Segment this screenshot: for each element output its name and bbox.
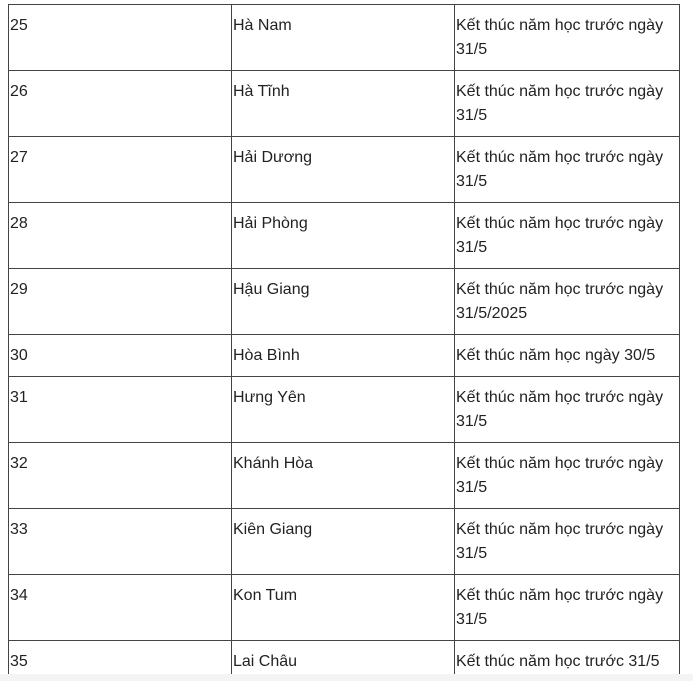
table-row [9, 203, 680, 269]
row-number-cell: 28 [9, 203, 232, 269]
province-cell: Hậu Giang [232, 269, 455, 335]
row-number-cell: 27 [9, 137, 232, 203]
table-row [9, 269, 680, 335]
province-cell: Kon Tum [232, 575, 455, 641]
table-row [9, 377, 680, 443]
province-cell: Hải Phòng [232, 203, 455, 269]
row-number-cell: 29 [9, 269, 232, 335]
table-row [9, 509, 680, 575]
row-number-cell: 32 [9, 443, 232, 509]
end-date-cell: Kết thúc năm học trước ngày 31/5/2025 [455, 269, 680, 335]
table-row [9, 443, 680, 509]
row-number-cell: 30 [9, 335, 232, 377]
end-date-cell: Kết thúc năm học trước ngày 31/5 [455, 137, 680, 203]
row-number-cell: 25 [9, 5, 232, 71]
end-date-cell: Kết thúc năm học trước ngày 31/5 [455, 71, 680, 137]
row-number-cell: 26 [9, 71, 232, 137]
end-date-cell: Kết thúc năm học trước ngày 31/5 [455, 509, 680, 575]
province-cell: Hưng Yên [232, 377, 455, 443]
row-number-cell: 34 [9, 575, 232, 641]
province-cell: Lai Châu [232, 641, 455, 681]
province-cell: Hải Dương [232, 137, 455, 203]
table-row [9, 5, 680, 71]
row-number-cell: 31 [9, 377, 232, 443]
province-cell: Khánh Hòa [232, 443, 455, 509]
end-date-cell: Kết thúc năm học trước ngày 31/5 [455, 203, 680, 269]
table-row [9, 137, 680, 203]
table-row [9, 71, 680, 137]
row-number-cell: 35 [9, 641, 232, 681]
province-cell: Hà Tĩnh [232, 71, 455, 137]
end-date-cell: Kết thúc năm học trước ngày 31/5 [455, 377, 680, 443]
table-row [9, 575, 680, 641]
end-date-cell: Kết thúc năm học trước 31/5 [455, 641, 680, 681]
row-number-cell: 33 [9, 509, 232, 575]
province-cell: Hà Nam [232, 5, 455, 71]
end-date-cell: Kết thúc năm học trước ngày 31/5 [455, 5, 680, 71]
table-row [9, 335, 680, 377]
end-date-cell: Kết thúc năm học ngày 30/5 [455, 335, 680, 377]
school-year-end-table [8, 4, 680, 681]
end-date-cell: Kết thúc năm học trước ngày 31/5 [455, 575, 680, 641]
province-cell: Kiên Giang [232, 509, 455, 575]
end-date-cell: Kết thúc năm học trước ngày 31/5 [455, 443, 680, 509]
province-cell: Hòa Bình [232, 335, 455, 377]
bottom-edge-shade [0, 674, 693, 681]
